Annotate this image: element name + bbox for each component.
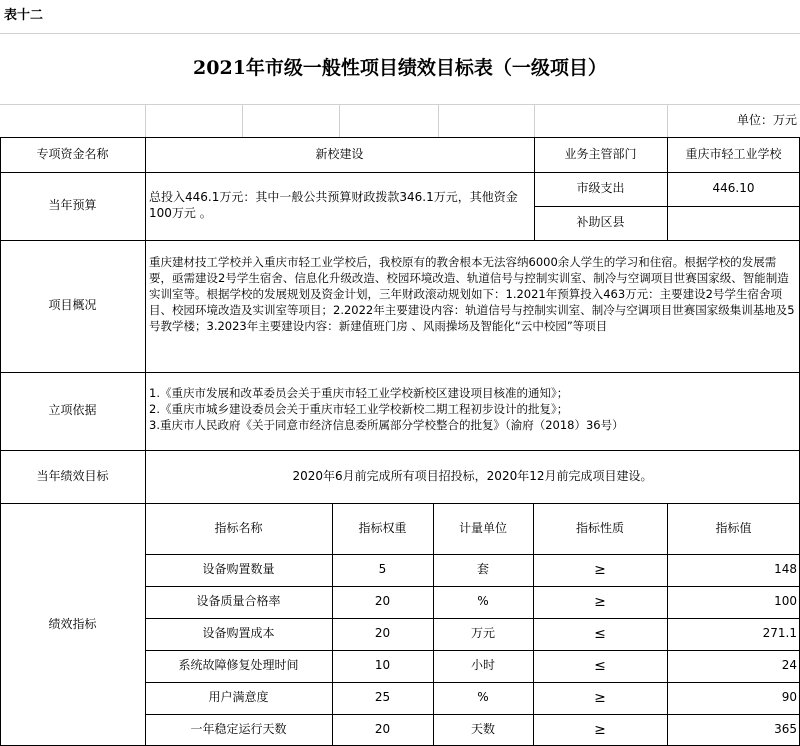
table-row-nature: ≥ — [594, 561, 606, 578]
table-row-name: 设备购置数量 — [202, 562, 275, 577]
indicators-label: 绩效指标 — [48, 616, 97, 631]
overview-label: 项目概况 — [48, 298, 97, 313]
city-expense-label: 市级支出 — [576, 181, 625, 196]
col-header-unit: 计量单位 — [458, 520, 507, 535]
table-row-name: 设备购置成本 — [202, 626, 275, 641]
table-row-unit: 天数 — [470, 722, 495, 737]
table-row-weight: 20 — [374, 594, 391, 609]
col-header-name: 指标名称 — [214, 520, 263, 535]
basis-item: 1.《重庆市发展和改革委员会关于重庆市轻工业学校新校区建设项目核准的通知》； — [149, 386, 569, 400]
basis-item: 3.重庆市人民政府《关于同意市经济信息委所属部分学校整合的批复》（渝府（2018）36号） — [149, 418, 624, 432]
table-row-nature: ≥ — [594, 593, 606, 610]
table-row-name: 用户满意度 — [208, 690, 269, 705]
table-row-nature: ≥ — [594, 721, 606, 738]
table-row-weight: 25 — [374, 690, 391, 705]
basis-list — [145, 372, 800, 450]
table-label: 表十二 — [4, 8, 44, 24]
table-row-nature: ≥ — [594, 689, 606, 706]
fund-name-value: 新校建设 — [315, 146, 364, 161]
table-row-unit: 小时 — [470, 658, 495, 673]
table-row-value: 365 — [774, 722, 797, 737]
col-header-weight: 指标权重 — [358, 520, 407, 535]
county-subsidy-value — [667, 206, 800, 240]
table-row-value: 24 — [781, 658, 797, 673]
table-row-value: 271.1 — [762, 626, 797, 641]
table-row-unit: % — [477, 594, 489, 609]
budget-label: 当年预算 — [48, 198, 97, 213]
table-row-nature: ≤ — [594, 625, 606, 642]
table-row-weight: 20 — [374, 722, 391, 737]
table-row-nature: ≤ — [594, 657, 606, 674]
unit-label: 单位：万元 — [736, 112, 797, 127]
table-row-value: 100 — [774, 594, 797, 609]
goal-text: 2020年6月前完成所有项目招投标，2020年12月前完成项目建设。 — [292, 468, 653, 483]
table-row-unit: % — [477, 690, 489, 705]
table-row-name: 设备质量合格率 — [196, 594, 281, 609]
city-expense-value: 446.10 — [712, 181, 755, 196]
basis-item: 2.《重庆市城乡建设委员会关于重庆市轻工业学校新校二期工程初步设计的批复》； — [149, 402, 569, 416]
overview-text: 重庆建材技工学校并入重庆市轻工业学校后，我校原有的教舍根本无法容纳6000余人学生的学习和住宿。根据学校的发展需要，亟需建设2号学生宿舍、信息化升级改造、校园环境改造、轨道信号与控制实训室、制冷与空调项目世赛国家级、智能制造实训室等。根据学校的发展规划及资金计划，三年财政滚动规划如下：1.2021年预算投入463万元：主要建设2号学生宿舍项目、校园环境改造及实训室等项目；2.2022年主要建设内容：轨道信号与控制实训室、制冷与空调项目世赛国家级集训基地及5号教学楼；3.2023年主要建设内容：新建值班门房 、风雨操场及智能化“云中校园”等项目 — [149, 255, 795, 333]
budget-text: 总投入446.1万元：其中一般公共预算财政拨款346.1万元，其他资金100万元 。 — [149, 190, 518, 220]
goal-label: 当年绩效目标 — [36, 468, 109, 483]
fund-name-label: 专项资金名称 — [36, 146, 109, 161]
table-row-unit: 万元 — [470, 626, 495, 641]
page-title: 2021年市级一般性项目绩效目标表（一级项目） — [193, 57, 607, 80]
col-header-value: 指标值 — [715, 520, 752, 535]
table-row-value: 148 — [774, 562, 797, 577]
dept-value: 重庆市轻工业学校 — [685, 146, 782, 161]
table-row-value: 90 — [781, 690, 797, 705]
table-row-unit: 套 — [476, 562, 489, 577]
basis-label: 立项依据 — [48, 403, 97, 418]
col-header-nature: 指标性质 — [575, 520, 624, 535]
table-row-weight: 10 — [374, 658, 391, 673]
table-row-weight: 5 — [378, 562, 387, 577]
table-row-weight: 20 — [374, 626, 391, 641]
table-row-name: 系统故障修复处理时间 — [178, 658, 299, 673]
dept-label: 业务主管部门 — [564, 146, 637, 161]
table-row-name: 一年稳定运行天数 — [190, 722, 287, 737]
county-subsidy-label: 补助区县 — [576, 215, 625, 230]
